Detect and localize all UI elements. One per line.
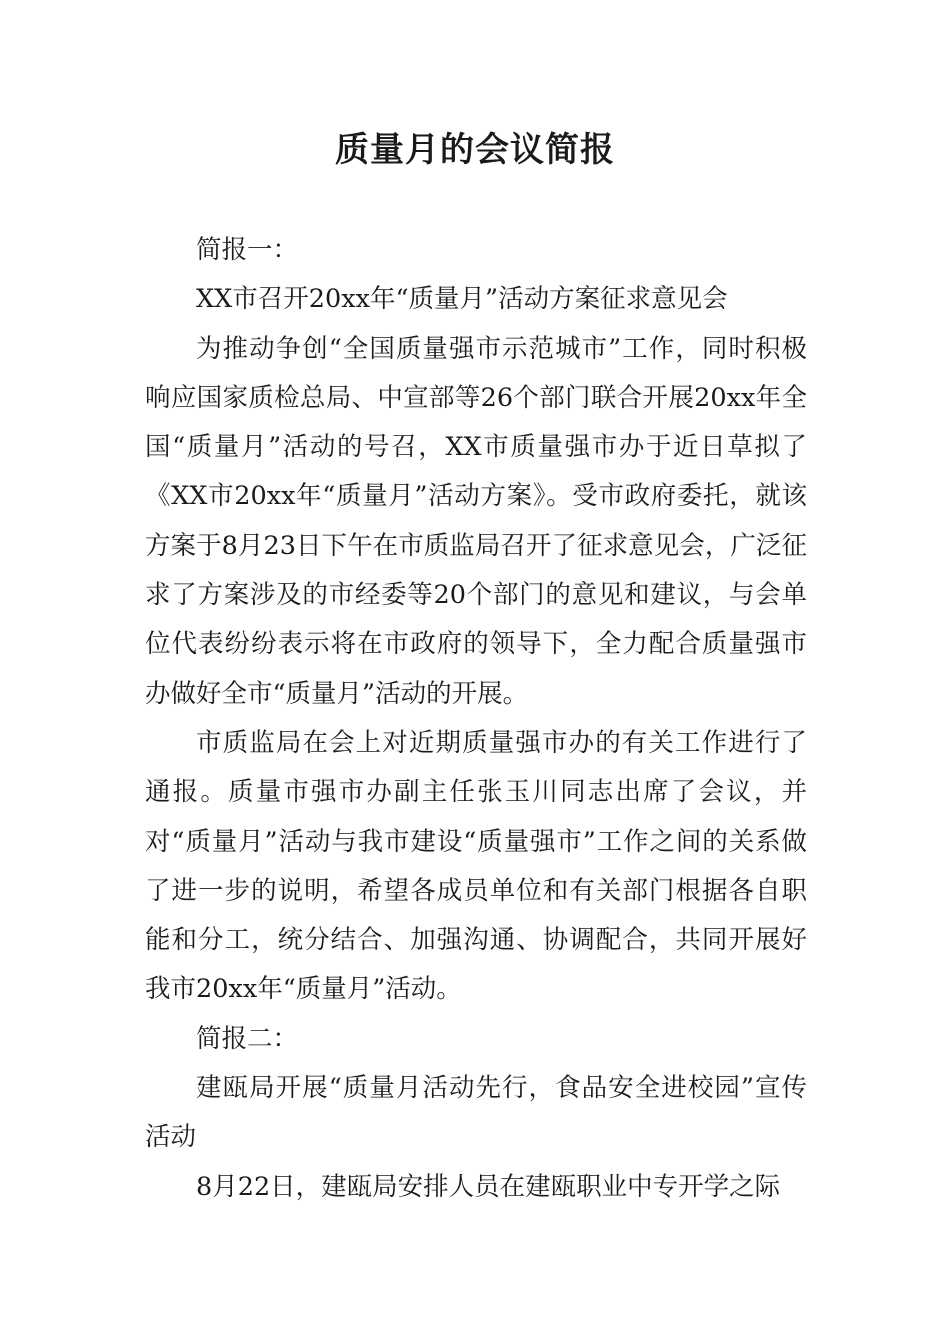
document-body — [145, 226, 807, 1212]
document-title: 质量月的会议简报 — [335, 130, 615, 170]
briefing-1-headline: XX市召开20xx年“质量月”活动方案征求意见会 — [196, 284, 728, 315]
body-paragraph: 为推动争创“全国质量强市示范城市”工作，同时积极响应国家质检总局、中宣部等26个部门联合开展20xx年全国“质量月”活动的号召，XX市质量强市办于近日草拟了《XX市20xx年“质量月”活动方案》。受市政府委托，就该方案于8月23日下午在市质监局召开了征求意见会，广泛征求了方案涉及的市经委等20个部门的意见和建议，与会单位代表纷纷表示将在市政府的领导下，全力配合质量强市办做好全市“质量月”活动的开展。 — [145, 333, 807, 709]
section-heading-1: 简报一： — [196, 235, 299, 265]
section-heading-2: 简报二： — [196, 1023, 299, 1054]
body-paragraph: 市质监局在会上对近期质量强市办的有关工作进行了通报。质量市强市办副主任张玉川同志出席了会议，并对“质量月”活动与我市建设“质量强市”工作之间的关系做了进一步的说明，希望各成员单位和有关部门根据各自职能和分工，统分结合、加强沟通、协调配合，共同开展好我市20xx年“质量月”活动。 — [145, 727, 807, 1005]
briefing-2-headline: 建瓯局开展“质量月活动先行，食品安全进校园”宣传活动 — [145, 1073, 807, 1153]
body-paragraph: 8月22日，建瓯局安排人员在建瓯职业中专开学之际 — [196, 1171, 781, 1202]
